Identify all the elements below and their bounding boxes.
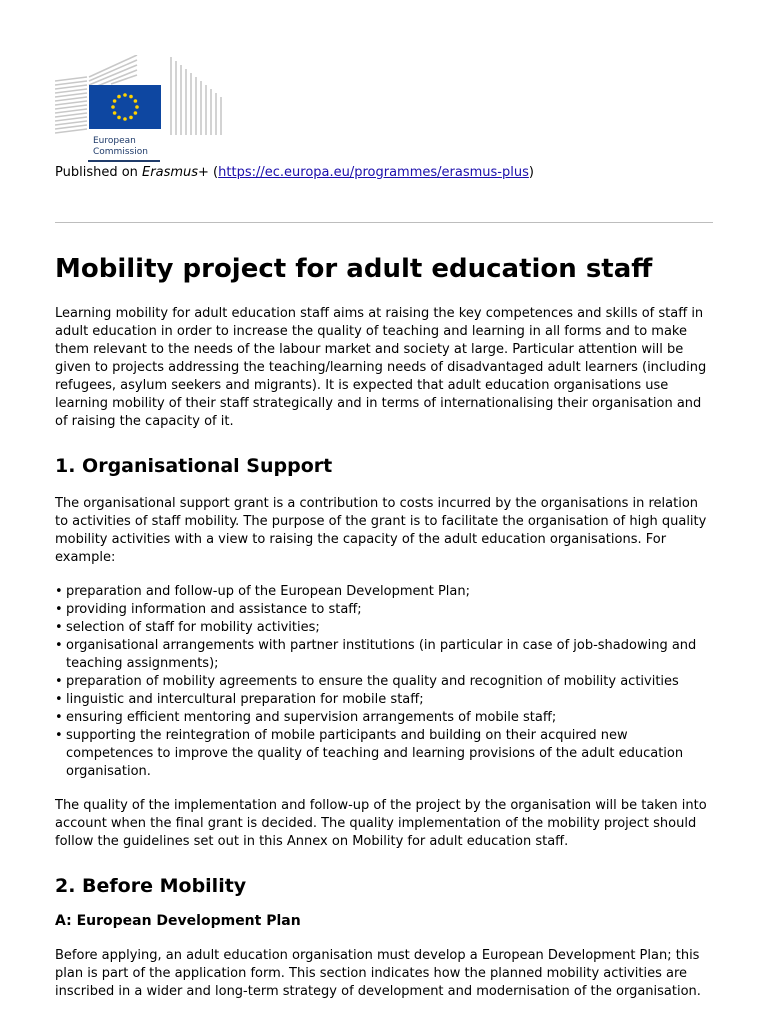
intro-paragraph: Learning mobility for adult education staff aims at raising the key competences and skills of staff in adult education in order to increase the quality of teaching and learning in all forms and to make them relevant to the needs of the labour market and society at large. Particular attention will be given to projects addressing the teaching/learning needs of disadvantaged adult learners (including refugees, asylum seekers and migrants). It is expected that adult education organisations use learning mobility of their staff strategically and in terms of internationalising their organisation and of raising the capacity of it. — [55, 306, 707, 429]
list-item: • linguistic and intercultural preparation for mobile staff; — [55, 691, 713, 709]
list-item: • preparation and follow-up of the European Development Plan; — [55, 583, 713, 601]
section-1-paragraph: The organisational support grant is a contribution to costs incurred by the organisations in relation to activities of staff mobility. The purpose of the grant is to facilitate the organisation of high quality mobility activities with a view to raising the capacity of the adult education organisations. For example: — [55, 496, 707, 565]
logo-wordmark — [93, 136, 148, 158]
header-divider — [55, 222, 713, 223]
list-item: • preparation of mobility agreements to ensure the quality and recognition of mobility activities — [55, 673, 713, 691]
section-2-heading: 2. Before Mobility — [55, 875, 247, 897]
list-item: • supporting the reintegration of mobile participants and building on their acquired new competences to improve the quality of teaching and learning provisions of the adult education organisation. — [55, 727, 713, 781]
published-line — [55, 164, 534, 182]
published-close: ) — [528, 165, 534, 180]
published-prefix: Published on — [55, 165, 143, 180]
document-body — [55, 305, 713, 1001]
support-activities-list — [55, 583, 713, 781]
section-2a-paragraph: Before applying, an adult education organisation must develop a European Development Plan; this plan is part of the application form. This section indicates how the planned mobility activities are inscribed in a wider and long-term strategy of development and modernisation of the organisation. — [55, 948, 701, 999]
list-item: • ensuring efficient mentoring and supervision arrangements of mobile staff; — [55, 709, 713, 727]
section-2a-heading: A: European Development Plan — [55, 913, 301, 929]
logo-line-1: European — [93, 136, 136, 146]
list-item: • selection of staff for mobility activities; — [55, 619, 713, 637]
list-item: • organisational arrangements with partner institutions (in particular in case of job-shadowing and teaching assignments); — [55, 637, 713, 673]
section-1-closing-paragraph: The quality of the implementation and follow-up of the project by the organisation will be taken into account when the final grant is decided. The quality implementation of the mobility project should follow the guidelines set out in this Annex on Mobility for adult education staff. — [55, 798, 707, 849]
page-title: Mobility project for adult education staff — [55, 254, 653, 284]
published-open: ( — [208, 165, 219, 180]
eu-flag — [89, 85, 161, 129]
source-link[interactable]: https://ec.europa.eu/programmes/erasmus-plus — [218, 165, 529, 180]
list-item: • providing information and assistance to staff; — [55, 601, 713, 619]
logo-underline — [88, 160, 160, 162]
published-site: Erasmus+ — [142, 165, 209, 180]
logo-line-2: Commission — [93, 147, 148, 157]
section-1-heading: 1. Organisational Support — [55, 455, 333, 477]
